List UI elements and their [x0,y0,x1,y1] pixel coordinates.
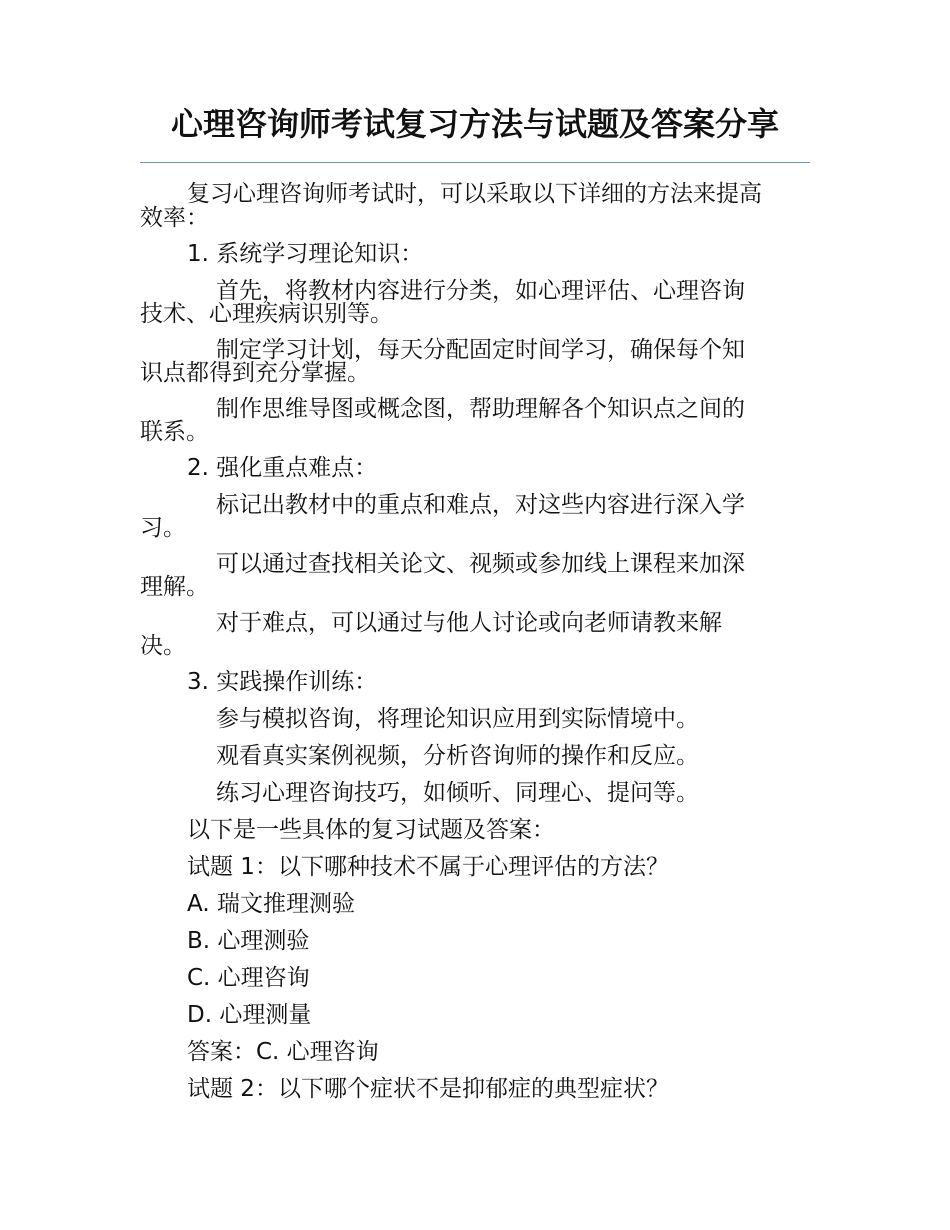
section-2-item-1: 标记出教材中的重点和难点，对这些内容进行深入学 [216,492,745,518]
document-title: 心理咨询师考试复习方法与试题及答案分享 [170,105,779,143]
question-1: 试题 1：以下哪种技术不属于心理评估的方法？ [187,854,669,880]
section-1-heading: 1. 系统学习理论知识： [187,241,424,267]
section-2-heading: 2. 强化重点难点： [187,455,378,481]
section-3-heading: 3. 实践操作训练： [187,669,378,695]
title-underline [140,162,810,163]
intro-line-1: 复习心理咨询师考试时，可以采取以下详细的方法来提高 [187,181,762,207]
question-1-option-c: C. 心理咨询 [187,965,310,991]
section-1-item-3-cont: 联系。 [140,419,209,445]
section-3-item-1: 参与模拟咨询，将理论知识应用到实际情境中。 [216,706,699,732]
section-1-item-3: 制作思维导图或概念图，帮助理解各个知识点之间的 [216,396,745,422]
intro-line-2: 效率： [140,205,209,231]
question-1-option-b: B. 心理测验 [187,928,310,954]
section-2-item-3: 对于难点，可以通过与他人讨论或向老师请教来解 [216,610,722,636]
question-2: 试题 2：以下哪个症状不是抑郁症的典型症状？ [187,1076,669,1102]
section-2-item-2-cont: 理解。 [140,574,209,600]
question-1-answer: 答案：C. 心理咨询 [187,1039,379,1065]
section-3-item-3: 练习心理咨询技巧，如倾听、同理心、提问等。 [216,780,699,806]
section-2-item-1-cont: 习。 [140,515,186,541]
section-2-item-3-cont: 决。 [140,633,186,659]
section-1-item-1: 首先，将教材内容进行分类，如心理评估、心理咨询 [216,278,745,304]
section-2-item-2: 可以通过查找相关论文、视频或参加线上课程来加深 [216,551,745,577]
section-1-item-2-cont: 识点都得到充分掌握。 [140,360,370,386]
questions-intro: 以下是一些具体的复习试题及答案： [187,817,555,843]
section-1-item-2: 制定学习计划，每天分配固定时间学习，确保每个知 [216,337,745,363]
question-1-option-d: D. 心理测量 [187,1002,312,1028]
section-3-item-2: 观看真实案例视频，分析咨询师的操作和反应。 [216,743,699,769]
question-1-option-a: A. 瑞文推理测验 [187,891,355,917]
section-1-item-1-cont: 技术、心理疾病识别等。 [140,301,393,327]
